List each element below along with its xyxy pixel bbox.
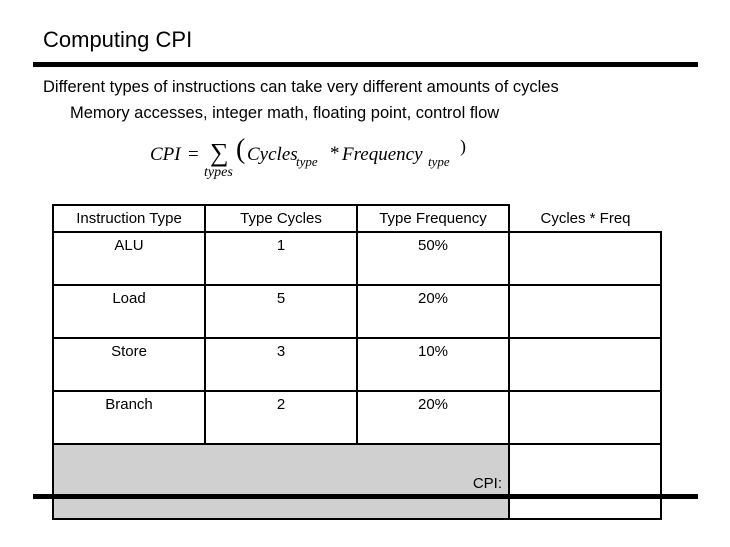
cell-instruction-type: Load (53, 285, 205, 338)
cell-type-frequency: 20% (357, 391, 509, 444)
table-footer-row (53, 444, 661, 519)
footer-divider (33, 494, 698, 499)
sub-bullet-text: Memory accesses, integer math, floating point, control flow (70, 104, 500, 122)
formula-cycles-subscript: type (296, 154, 318, 169)
formula-frequency: Frequency (342, 144, 423, 165)
bullet-text: Different types of instructions can take very different amounts of cycles (43, 78, 559, 96)
table-row (53, 338, 661, 391)
cell-type-cycles: 3 (205, 338, 357, 391)
cell-type-frequency: 10% (357, 338, 509, 391)
table-header-row (53, 205, 661, 232)
formula-times: * (330, 143, 340, 164)
table-row (53, 232, 661, 285)
summation-symbol: ∑ (210, 138, 229, 167)
formula-equals: = (188, 144, 199, 165)
formula-left-paren: ( (236, 134, 246, 165)
formula-right-paren: ) (460, 136, 466, 156)
cell-cycles-freq[interactable] (509, 338, 661, 391)
cell-type-frequency: 20% (357, 285, 509, 338)
cpi-total-label: CPI: (53, 444, 509, 519)
header-type-frequency: Type Frequency (357, 205, 509, 232)
cell-type-cycles: 5 (205, 285, 357, 338)
formula-cycles: Cycles (247, 144, 298, 165)
cell-cycles-freq[interactable] (509, 232, 661, 285)
cpi-table (52, 204, 662, 520)
formula-frequency-subscript: type (428, 154, 450, 169)
header-type-cycles: Type Cycles (205, 205, 357, 232)
cell-type-cycles: 2 (205, 391, 357, 444)
slide-title: Computing CPI (43, 27, 193, 52)
formula-lhs: CPI (150, 144, 181, 165)
cell-instruction-type: Branch (53, 391, 205, 444)
cell-type-cycles: 1 (205, 232, 357, 285)
cell-type-frequency: 50% (357, 232, 509, 285)
header-instruction-type: Instruction Type (53, 205, 205, 232)
summation-index: types (204, 165, 233, 180)
cpi-formula (150, 134, 480, 184)
header-cycles-freq: Cycles * Freq (509, 205, 661, 232)
cell-cycles-freq[interactable] (509, 391, 661, 444)
table-row (53, 285, 661, 338)
table-row (53, 391, 661, 444)
cell-instruction-type: ALU (53, 232, 205, 285)
cpi-total-value[interactable] (509, 444, 661, 519)
cell-cycles-freq[interactable] (509, 285, 661, 338)
title-divider (33, 62, 698, 67)
cell-instruction-type: Store (53, 338, 205, 391)
